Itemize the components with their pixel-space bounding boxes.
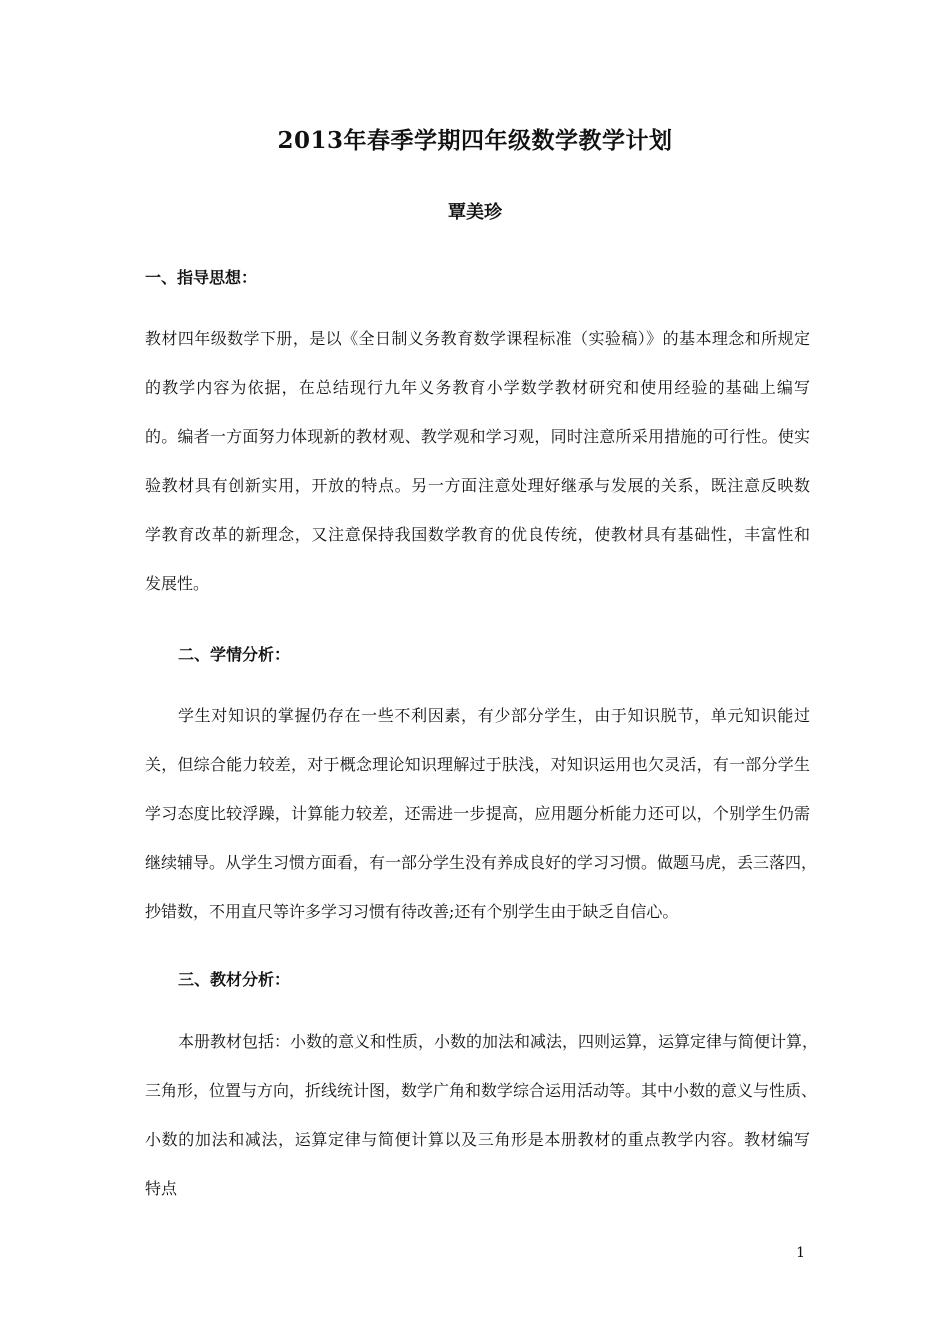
author-name: 覃美珍 (448, 202, 502, 223)
text-line: 的。编者一方面努力体现新的教材观、教学观和学习观，同时注意所采用措施的可行性。使实 (145, 427, 810, 446)
text-line: 特点 (145, 1179, 178, 1198)
page-title: 2013年春季学期四年级数学教学计划 (277, 127, 673, 154)
text-line: 学习态度比较浮躁，计算能力较差，还需进一步提高，应用题分析能力还可以，个别学生仍需 (145, 804, 810, 823)
page-number: 1 (796, 1245, 805, 1261)
text-line: 发展性。 (145, 574, 210, 593)
text-line: 本册教材包括：小数的意义和性质，小数的加法和减法，四则运算，运算定律与简便计算， (178, 1032, 819, 1051)
text-line: 教材四年级数学下册，是以《全日制义务教育数学课程标准（实验稿）》的基本理念和所规定 (145, 329, 810, 348)
text-line: 学教育改革的新理念，又注意保持我国数学教育的优良传统，使教材具有基础性，丰富性和 (145, 525, 810, 544)
section-heading-guiding-thought: 一、指导思想： (145, 268, 258, 287)
text-line: 小数的加法和减法，运算定律与简便计算以及三角形是本册教材的重点教学内容。教材编写 (145, 1130, 810, 1149)
section-body-textbook-analysis (145, 1032, 819, 1228)
text-line: 继续辅导。从学生习惯方面看，有一部分学生没有养成良好的学习习惯。做题马虎，丢三落四， (145, 853, 818, 872)
text-line: 三角形，位置与方向，折线统计图，数学广角和数学综合运用活动等。其中小数的意义与性质、 (145, 1081, 818, 1100)
text-line: 关，但综合能力较差，对于概念理论知识理解过于肤浅，对知识运用也欠灵活，有一部分学生 (145, 755, 810, 774)
text-line: 学生对知识的掌握仍存在一些不利因素，有少部分学生，由于知识脱节，单元知识能过 (178, 706, 810, 725)
section-heading-textbook-analysis: 三、教材分析： (178, 970, 291, 989)
section-body-guiding-thought (145, 329, 810, 623)
text-line: 验教材具有创新实用，开放的特点。另一方面注意处理好继承与发展的关系，既注意反映数 (145, 476, 810, 495)
text-line: 抄错数，不用直尺等许多学习习惯有待改善;还有个别学生由于缺乏自信心。 (145, 902, 679, 921)
section-body-student-analysis (145, 706, 818, 951)
section-heading-student-analysis: 二、学情分析： (178, 645, 291, 664)
text-line: 的教学内容为依据，在总结现行九年义务教育小学数学教材研究和使用经验的基础上编写 (145, 378, 810, 397)
